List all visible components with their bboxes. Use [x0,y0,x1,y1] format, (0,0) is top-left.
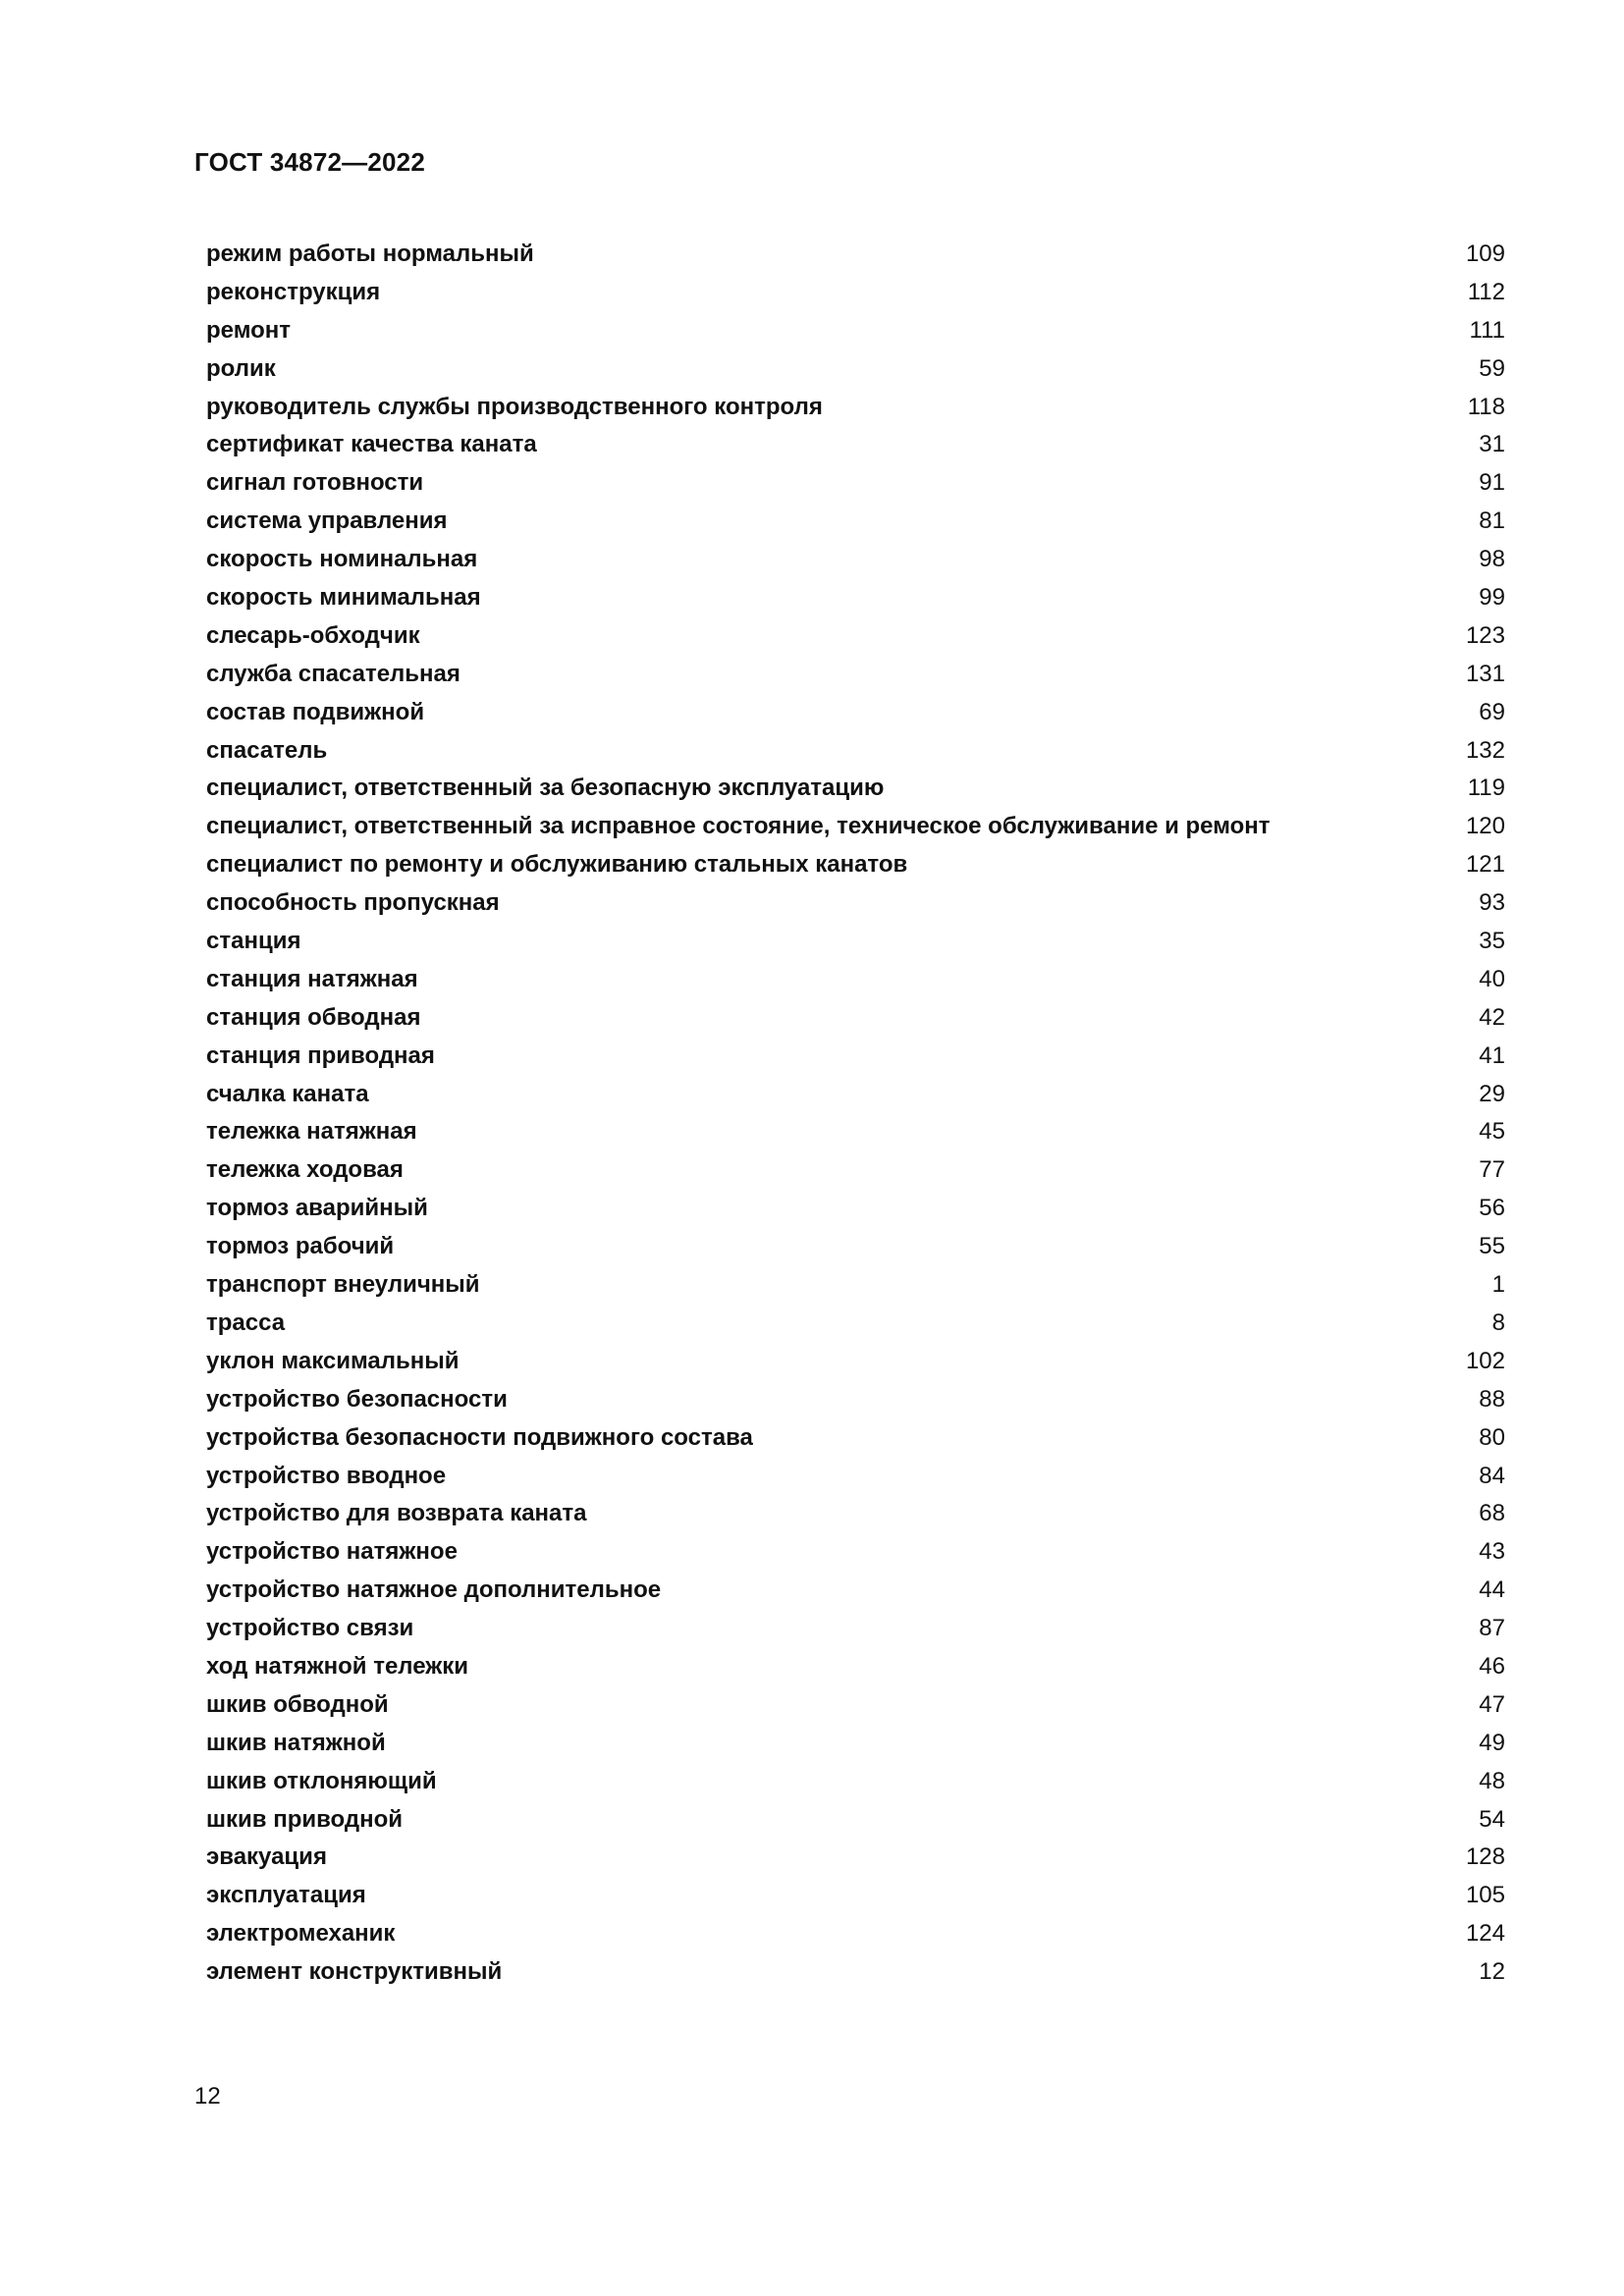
index-row [206,1419,1505,1458]
index-row [206,1725,1505,1763]
index-row [206,1572,1505,1610]
index-term: тележка натяжная [206,1118,417,1146]
index-term-number: 131 [1465,660,1505,687]
index-row [206,274,1505,312]
index-row [206,656,1505,694]
index-row [206,770,1505,808]
index-term: эвакуация [206,1843,327,1871]
index-term: станция натяжная [206,965,418,992]
index-term: состав подвижной [206,698,425,725]
index-term-number: 123 [1465,621,1505,649]
index-term: скорость минимальная [206,584,481,612]
index-row [206,389,1505,427]
index-term-number: 109 [1465,240,1505,267]
index-row [206,312,1505,350]
index-term: руководитель службы производственного контроля [206,393,823,420]
index-term: устройство связи [206,1615,414,1642]
index-row [206,1038,1505,1076]
index-term-number: 112 [1467,278,1505,305]
index-term-number: 55 [1479,1233,1505,1260]
index-term-number: 80 [1479,1423,1505,1451]
index-term-number: 98 [1479,546,1505,573]
index-term: спасатель [206,736,328,764]
index-term-number: 12 [1479,1958,1505,1986]
index-row [206,1343,1505,1381]
page-number: 12 [194,2083,221,2109]
index-row [206,1533,1505,1572]
index-term: сигнал готовности [206,469,424,497]
index-row [206,1801,1505,1840]
index-term-number: 68 [1479,1500,1505,1527]
index-term-number: 77 [1479,1156,1505,1184]
index-row [206,884,1505,923]
index-term-number: 124 [1465,1920,1505,1948]
index-row [206,1151,1505,1190]
index-term: сертификат качества каната [206,431,537,458]
index-term-number: 47 [1479,1690,1505,1718]
index-term-number: 119 [1467,774,1505,802]
index-term: тормоз аварийный [206,1195,428,1222]
index-term: эксплуатация [206,1882,366,1909]
index-term-number: 46 [1479,1652,1505,1680]
index-row [206,961,1505,999]
index-row [206,1495,1505,1533]
index-term-number: 69 [1479,698,1505,725]
index-row [206,694,1505,732]
index-term: элемент конструктивный [206,1958,503,1986]
index-term-number: 29 [1479,1080,1505,1107]
index-term: уклон максимальный [206,1347,460,1374]
index-term-number: 93 [1479,889,1505,917]
index-row [206,1877,1505,1915]
index-term-number: 102 [1465,1347,1505,1374]
index-term-number: 44 [1479,1576,1505,1604]
index-term: служба спасательная [206,660,460,687]
index-term: транспорт внеуличный [206,1271,480,1299]
index-row [206,1458,1505,1496]
index-term-number: 45 [1479,1118,1505,1146]
index-term: устройство для возврата каната [206,1500,587,1527]
index-term-number: 42 [1479,1003,1505,1031]
index-row [206,426,1505,464]
index-term-number: 43 [1479,1538,1505,1566]
index-term-number: 1 [1491,1271,1505,1299]
index-term-number: 105 [1465,1882,1505,1909]
index-row [206,503,1505,541]
index-term: устройство вводное [206,1462,447,1489]
index-term: шкив натяжной [206,1729,386,1756]
index-term-number: 31 [1479,431,1505,458]
index-row [206,1686,1505,1725]
index-row [206,846,1505,884]
index-term-number: 87 [1479,1615,1505,1642]
index-row [206,999,1505,1038]
index-term: система управления [206,507,448,535]
index-row [206,236,1505,274]
index-row [206,1190,1505,1228]
index-term-number: 56 [1479,1195,1505,1222]
index-row [206,1113,1505,1151]
index-term: шкив обводной [206,1690,389,1718]
index-term: ролик [206,354,276,382]
index-term-number: 91 [1479,469,1505,497]
index-term: устройство натяжное [206,1538,458,1566]
index-row [206,923,1505,961]
index-term: устройство натяжное дополнительное [206,1576,662,1604]
index-term: режим работы нормальный [206,240,534,267]
index-row [206,1076,1505,1114]
index-row [206,808,1505,846]
index-term: специалист по ремонту и обслуживанию стальных канатов [206,851,908,879]
index-row [206,1953,1505,1992]
index-term-number: 54 [1479,1805,1505,1833]
index-term: шкив приводной [206,1805,404,1833]
index-term-number: 8 [1491,1308,1505,1336]
index-term-number: 40 [1479,965,1505,992]
index-term: станция [206,928,301,955]
index-term: станция обводная [206,1003,421,1031]
index-term-number: 118 [1467,393,1505,420]
index-term-number: 84 [1479,1462,1505,1489]
index-row [206,464,1505,503]
index-term: трасса [206,1308,286,1336]
index-term-number: 88 [1479,1385,1505,1413]
index-term-number: 121 [1465,851,1505,879]
index-term-number: 81 [1479,507,1505,535]
index-term-number: 35 [1479,928,1505,955]
index-term-number: 49 [1479,1729,1505,1756]
index-term-number: 48 [1479,1767,1505,1794]
index-row [206,732,1505,771]
index-row [206,1839,1505,1877]
index-term: шкив отклоняющий [206,1767,437,1794]
index-term: ремонт [206,316,292,344]
index-term: способность пропускная [206,889,500,917]
index-row [206,1610,1505,1648]
index-row [206,1381,1505,1419]
index-row [206,1266,1505,1305]
document-title: ГОСТ 34872—2022 [194,147,425,177]
index-term: скорость номинальная [206,546,478,573]
index-term: тормоз рабочий [206,1233,395,1260]
index-row [206,350,1505,389]
index-term: электромеханик [206,1920,396,1948]
index-term-number: 132 [1465,736,1505,764]
index-row [206,541,1505,579]
index-term: специалист, ответственный за безопасную эксплуатацию [206,774,885,802]
index-term-number: 128 [1465,1843,1505,1871]
index-term: тележка ходовая [206,1156,404,1184]
index-term-number: 59 [1479,354,1505,382]
index-row [206,1305,1505,1343]
index-term-number: 120 [1465,813,1505,840]
index-term: специалист, ответственный за исправное состояние, техническое обслуживание и ремонт [206,813,1271,840]
index-term: счалка каната [206,1080,369,1107]
term-index-list [206,236,1505,1992]
index-row [206,1915,1505,1953]
index-row [206,1648,1505,1686]
index-term: станция приводная [206,1041,435,1069]
index-term: реконструкция [206,278,381,305]
index-row [206,1228,1505,1266]
index-row [206,617,1505,656]
index-term-number: 41 [1479,1041,1505,1069]
index-term-number: 111 [1469,316,1505,344]
index-term-number: 99 [1479,584,1505,612]
index-term: устройства безопасности подвижного состава [206,1423,753,1451]
index-row [206,1763,1505,1801]
index-term: устройство безопасности [206,1385,508,1413]
index-term: ход натяжной тележки [206,1652,469,1680]
index-row [206,579,1505,617]
index-term: слесарь-обходчик [206,621,420,649]
